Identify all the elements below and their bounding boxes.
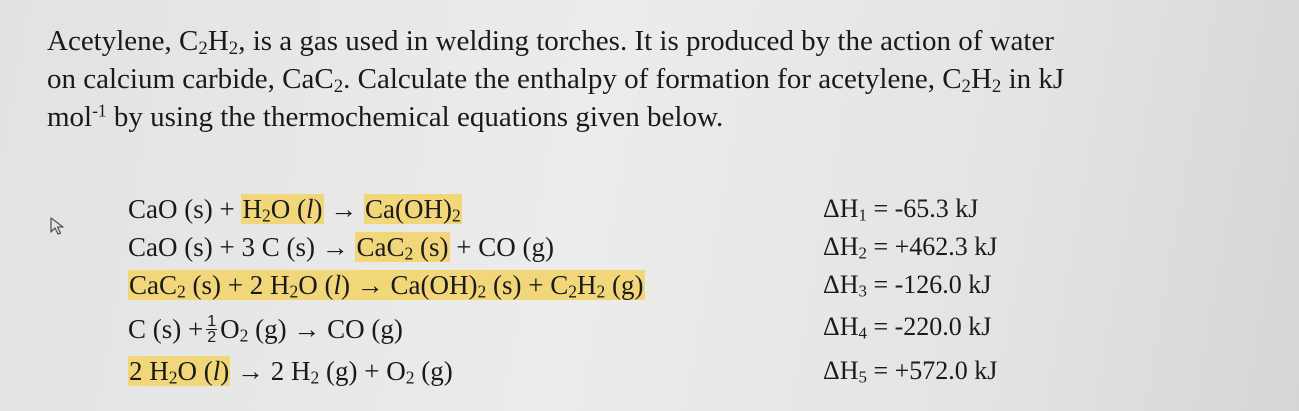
- enthalpy-4: $\Delta H_4 = -220.0$ kJ: [823, 312, 992, 343]
- highlight-equation-3: CaC$_2$ (s) + 2 $H_2O$ $(l) \to Ca(OH)_2$ $(s) + C_2H_2$ (g): [129, 270, 644, 302]
- highlight-water: $H_2O$ (l): [242, 194, 323, 226]
- question-line-2: on calcium carbide, CaC$_2$. Calculate the enthalpy of formation for acetylene, $C_2H_2$ in kJ: [47, 63, 1065, 97]
- highlight-calcium-carbide: CaC$_2$ (s): [356, 232, 449, 264]
- equation-1: CaO $(s) + H_2O$ $(l) \to Ca(OH)_2$: [128, 194, 461, 226]
- highlight-water-reactant: 2 $H_2O$ (l): [129, 356, 230, 388]
- highlight-calcium-hydroxide: $Ca(OH)_2$: [365, 194, 461, 226]
- enthalpy-2: $\Delta H_2 = +462.3$ kJ: [823, 232, 998, 263]
- mouse-pointer-icon: [48, 216, 68, 236]
- question-text: [47, 22, 1167, 136]
- enthalpy-3: $\Delta H_3 = -126.0$ kJ: [823, 270, 992, 301]
- equation-2: CaO (s) + 3 C (s) → CaC$_2$ (s) + CO (g): [128, 232, 554, 264]
- equation-5: 2 $H_2O$ (l) → 2 $H_2$ $(g) + O_2$ (g): [129, 356, 453, 388]
- question-line-1: Acetylene, $C_2H_2$, is a gas used in welding torches. It is produced by the action of water: [47, 25, 1054, 59]
- equation-4: C (s) + $\frac{1}{2}$ $O_2$ (g) → CO (g): [128, 313, 403, 347]
- equation-3: [128, 266, 645, 304]
- enthalpy-1: $\Delta H_1 = -65.3$ kJ: [823, 194, 979, 225]
- question-line-3: mol$^{-1}$ by using the thermochemical equations given below.: [47, 100, 724, 133]
- enthalpy-5: $\Delta H_5 = +572.0$ kJ: [823, 356, 998, 387]
- fraction-one-half: $\frac{1}{2}$: [207, 313, 217, 347]
